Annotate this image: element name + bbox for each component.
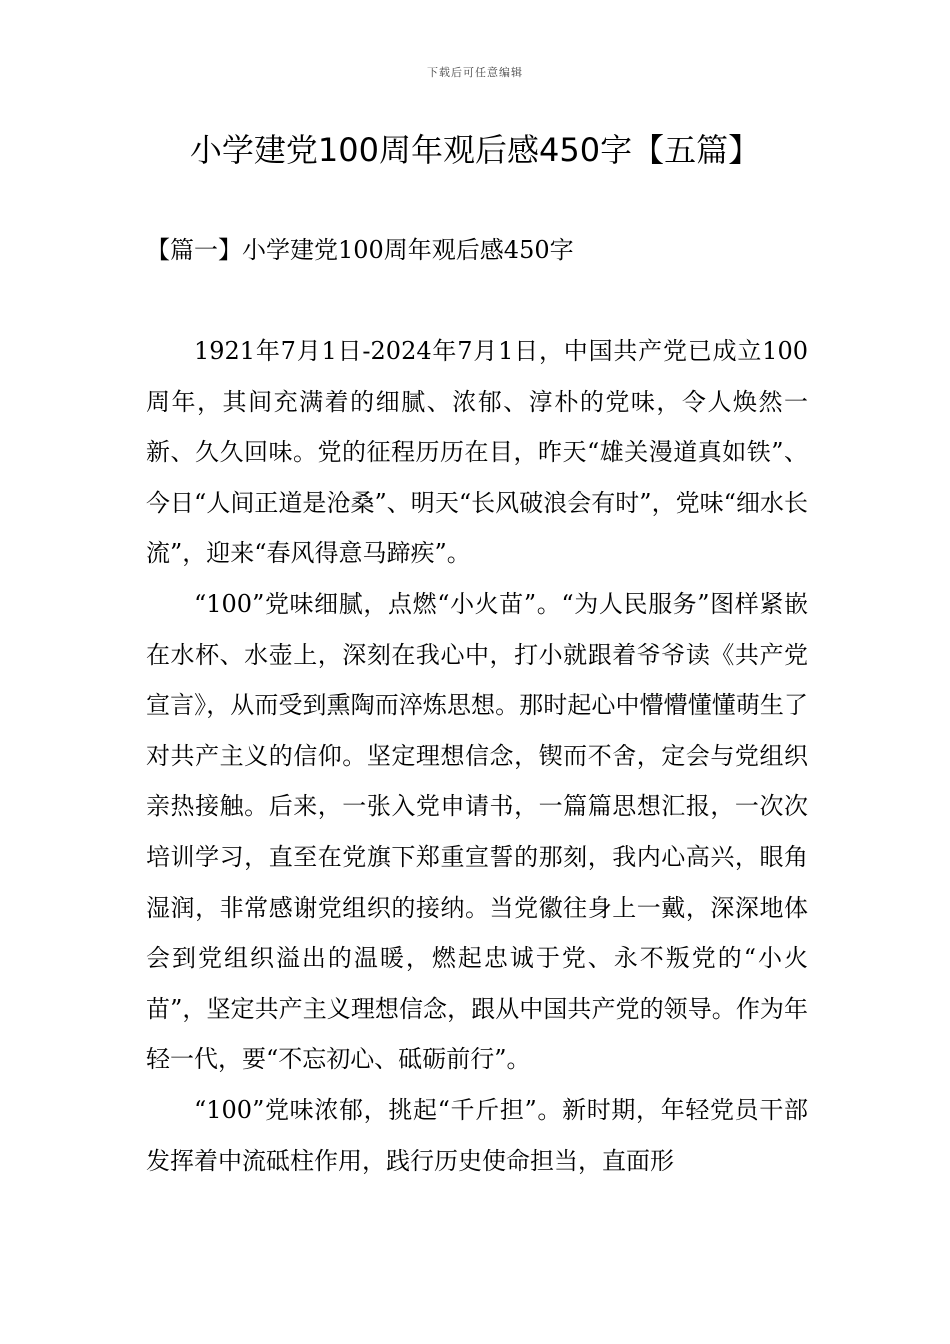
header-note: 下载后可任意编辑 bbox=[427, 66, 523, 79]
paragraph: “100”党味细腻，点燃“小火苗”。“为人民服务”图样紧嵌在水杯、水壶上，深刻在我心中，打小就跟着爷爷读《共产党宣言》，从而受到熏陶而淬炼思想。那时起心中懵懵懂懂萌生了对共产主义的信仰。坚定理想信念，锲而不舍，定会与党组织亲热接触。后来，一张入党申请书，一篇篇思想汇报，一次次培训学习，直至在党旗下郑重宣誓的那刻，我内心高兴，眼角湿润，非常感谢党组织的接纳。当党徽往身上一戴，深深地体会到党组织溢出的温暖，燃起忠诚于党、永不叛党的“小火苗”，坚定共产主义理想信念，跟从中国共产党的领导。作为年轻一代，要“不忘初心、砥砺前行”。 bbox=[146, 589, 808, 1074]
paragraph: 1921年7月1日-2024年7月1日，中国共产党已成立100周年，其间充满着的细腻、浓郁、淳朴的党味，令人焕然一新、久久回味。党的征程历历在目，昨天“雄关漫道真如铁”、今日“人间正道是沧桑”、明天“长风破浪会有时”，党味“细水长流”，迎来“春风得意马蹄疾”。 bbox=[146, 337, 808, 568]
document-title: 小学建党100周年观后感450字【五篇】 bbox=[189, 131, 761, 169]
section-heading: 【篇一】小学建党100周年观后感450字 bbox=[146, 236, 574, 264]
body-text bbox=[146, 326, 808, 1186]
paragraph: “100”党味浓郁，挑起“千斤担”。新时期，年轻党员干部发挥着中流砥柱作用，践行历史使命担当，直面形 bbox=[146, 1095, 808, 1175]
